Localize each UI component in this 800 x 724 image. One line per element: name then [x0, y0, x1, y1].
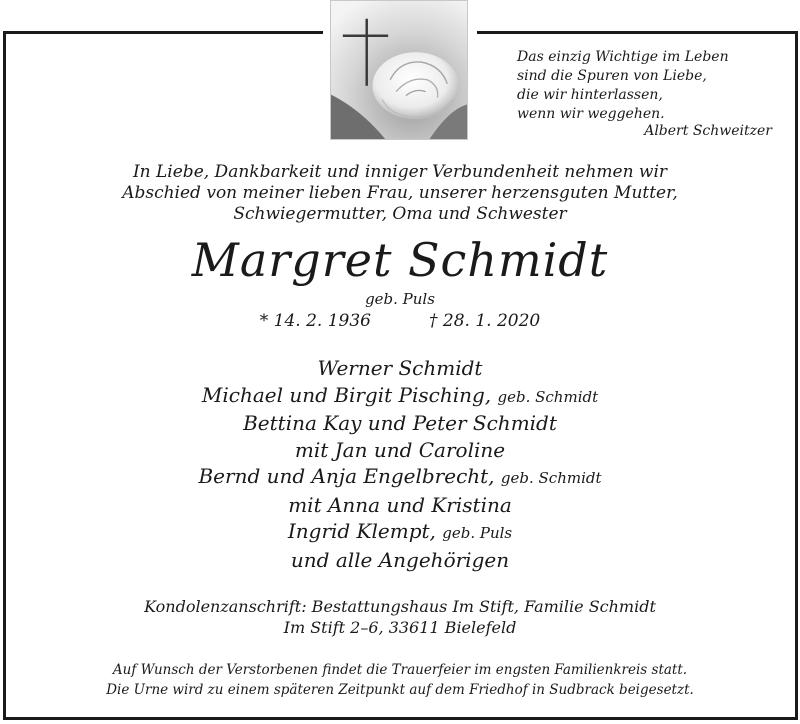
intro-line: In Liebe, Dankbarkeit und inniger Verbundenheit nehmen wir	[132, 162, 668, 182]
quote-line: die wir hinterlassen,	[517, 87, 663, 103]
funeral-notice-line: Die Urne wird zu einem späteren Zeitpunkt auf dem Friedhof in Sudbrack beigesetzt.	[106, 682, 694, 698]
frame-bottom-border	[3, 717, 798, 720]
intro-line: Abschied von meiner lieben Frau, unserer herzensguten Mutter,	[122, 183, 678, 203]
mourner-line	[0, 492, 800, 519]
condolence-line: Kondolenzanschrift: Bestattungshaus Im Stift, Familie Schmidt	[144, 597, 656, 616]
maiden-name: geb. Puls	[365, 290, 435, 308]
mourner-note: geb. Puls	[442, 524, 513, 542]
mourner-line	[0, 547, 800, 574]
mourner-line	[0, 382, 800, 411]
life-dates	[0, 311, 800, 331]
condolence-address	[0, 596, 800, 638]
mourner-name: Bernd und Anja Engelbrecht,	[198, 464, 495, 488]
mourner-line	[0, 463, 800, 492]
mourner-note: geb. Schmidt	[500, 469, 602, 487]
condolence-line: Im Stift 2–6, 33611 Bielefeld	[283, 618, 517, 637]
quote-line: wenn wir weggehen.	[517, 106, 665, 122]
intro-line: Schwiegermutter, Oma und Schwester	[233, 204, 567, 224]
mourner-line	[0, 518, 800, 547]
funeral-notice-line: Auf Wunsch der Verstorbenen findet die Trauerfeier im engsten Familienkreis statt.	[112, 662, 688, 678]
intro-text	[0, 162, 800, 225]
mourner-name: Werner Schmidt	[317, 356, 483, 380]
quote-line: sind die Spuren von Liebe,	[517, 68, 707, 84]
mourner-name: und alle Angehörigen	[290, 547, 510, 572]
cross-and-rose-image	[330, 0, 468, 140]
mourner-name: Michael und Birgit Pisching,	[201, 382, 492, 407]
death-date: † 28. 1. 2020	[429, 311, 541, 331]
mourner-line	[0, 410, 800, 437]
mourner-line	[0, 437, 800, 464]
quote-author: Albert Schweitzer	[644, 123, 772, 139]
mourner-name: Bettina Kay und Peter Schmidt	[243, 411, 557, 435]
frame-top-right-border	[477, 31, 798, 34]
birth-date: * 14. 2. 1936	[259, 311, 371, 331]
quote	[517, 48, 787, 124]
mourner-name: mit Anna und Kristina	[288, 492, 512, 517]
funeral-notice	[0, 660, 800, 700]
quote-line: Das einzig Wichtige im Leben	[517, 49, 729, 65]
mourner-name: Ingrid Klempt,	[287, 519, 436, 543]
cross-and-rose-illustration	[331, 1, 467, 139]
mourner-line	[0, 355, 800, 382]
mourner-name: mit Jan und Caroline	[294, 437, 506, 462]
frame-top-left-border	[3, 31, 323, 34]
mourner-note: geb. Schmidt	[497, 387, 599, 406]
deceased-name: Margret Schmidt	[191, 233, 609, 287]
mourners-list	[0, 355, 800, 573]
